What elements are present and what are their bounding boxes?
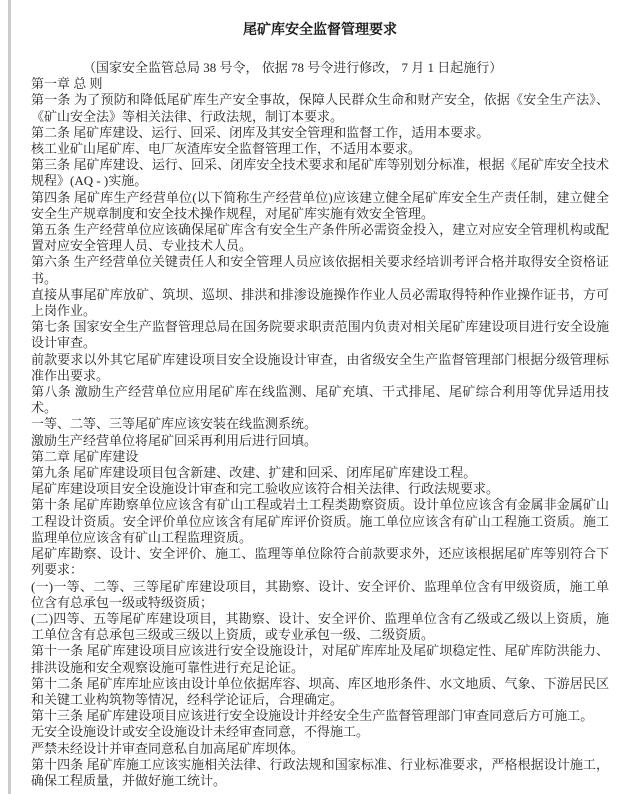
paragraph: 第五条 生产经营单位应该确保尾矿库含有安全生产条件所必需资金投入，建立对应安全管理机构或配置对应安全管理人员、专业技术人员。: [31, 222, 609, 254]
paragraph: 第一条 为了预防和降低尾矿库生产安全事故，保障人民群众生命和财产安全，依据《安全生产法》、《矿山安全法》等相关法律、行政法规，制订本要求。: [31, 92, 609, 124]
page-edge-line: [8, 0, 11, 794]
paragraph: 核工业矿山尾矿库、电厂灰渣库安全监督管理工作，不适用本要求。: [31, 141, 422, 157]
document-body: [31, 76, 609, 789]
paragraph: 第十条 尾矿库勘察单位应该含有矿山工程或岩土工程类勘察资质。设计单位应该含有金属非金属矿山工程设计资质。安全评价单位应该含有尾矿库评价资质。施工单位应该含有矿山工程施工资质。施工监理单位应该含有矿山工程监理资质。: [31, 497, 609, 545]
paragraph: (二)四等、五等尾矿库建设项目，其勘察、设计、安全评价、监理单位含有乙级或乙级以上资质，施工单位含有总承包三级或三级以上资质，或专业承包一级、二级资质。: [31, 610, 609, 643]
paragraph: 前款要求以外其它尾矿库建设项目安全设施设计审查，由省级安全生产监督管理部门根据分级管理标准作出要求。: [31, 351, 609, 383]
paragraph: 第十二条 尾矿库库址应该由设计单位依据库容、坝高、库区地形条件、水文地质、气象、下游居民区和关键工业构筑物等情况，经科学论证后，合理确定。: [31, 675, 609, 707]
paragraph: 第八条 激励生产经营单位应用尾矿库在线监测、尾矿充填、干式排尾、尾矿综合利用等优异适用技术。: [31, 384, 609, 416]
paragraph: 严禁未经设计并审查同意私自加高尾矿库坝体。: [31, 740, 305, 756]
paragraph: 第一章 总 则: [31, 76, 103, 92]
paragraph: 尾矿库勘察、设计、安全评价、施工、监理等单位除符合前款要求外，还应该根据尾矿库等别符合下列要求：: [31, 546, 609, 578]
paragraph: 第六条 生产经营单位关键责任人和安全管理人员应该依据相关要求经培训考评合格并取得安全资格证书。: [31, 254, 609, 286]
paragraph: 第九条 尾矿库建设项目包含新建、改建、扩建和回采、闭库尾矿库建设工程。: [31, 465, 477, 481]
paragraph: 第二条 尾矿库建设、运行、回采、闭库及其安全管理和监督工作，适用本要求。: [31, 124, 490, 140]
paragraph: 第十一条 尾矿库建设项目应该进行安全设施设计，对尾矿库库址及尾矿坝稳定性、尾矿库防洪能力、排洪设施和安全观察设施可靠性进行充足论证。: [31, 643, 609, 675]
paragraph: 第四条 尾矿库生产经营单位(以下简称生产经营单位)应该建立健全尾矿库安全生产责任制，建立健全安全生产规章制度和安全技术操作规程，对尾矿库实施有效安全管理。: [31, 189, 609, 221]
document-title: 尾矿库安全监督管理要求: [243, 23, 397, 38]
paragraph: 尾矿库建设项目安全设施设计审查和完工验收应该符合相关法律、行政法规要求。: [31, 481, 500, 497]
paragraph: 第三条 尾矿库建设、运行、回采、闭库安全技术要求和尾矿库等别划分标准，根据《尾矿库安全技术规程》(AQ - )实施。: [31, 157, 609, 189]
paragraph: 无安全设施设计或安全设施设计未经审查同意，不得施工。: [31, 724, 370, 740]
paragraph: 第十四条 尾矿库施工应该实施相关法律、行政法规和国家标准、行业标准要求，严格根据设计施工，确保工程质量，并做好施工统计。: [31, 756, 609, 788]
paragraph: 第十三条 尾矿库建设项目应该进行安全设施设计并经安全生产监督管理部门审查同意后方可施工。: [31, 708, 594, 724]
paragraph: 第二章 尾矿库建设: [31, 448, 139, 464]
paragraph: (一)一等、二等、三等尾矿库建设项目，其勘察、设计、安全评价、监理单位含有甲级资质，施工单位含有总承包一级或特级资质；: [31, 578, 609, 610]
paragraph: 第七条 国家安全生产监督管理总局在国务院要求职责范围内负责对相关尾矿库建设项目进行安全设施设计审查。: [31, 319, 609, 351]
paragraph: 一等、二等、三等尾矿库应该安装在线监测系统。: [31, 416, 318, 432]
paragraph: 直接从事尾矿库放矿、筑坝、巡坝、排洪和排渗设施操作作业人员必需取得特种作业操作证书，方可上岗作业。: [31, 286, 609, 319]
paragraph: 激励生产经营单位将尾矿回采再利用后进行回填。: [31, 432, 318, 448]
document-subtitle: （国家安全监管总局 38 号令， 依据 78 号令进行修改， 7 月 1 日起施行）: [83, 60, 503, 75]
